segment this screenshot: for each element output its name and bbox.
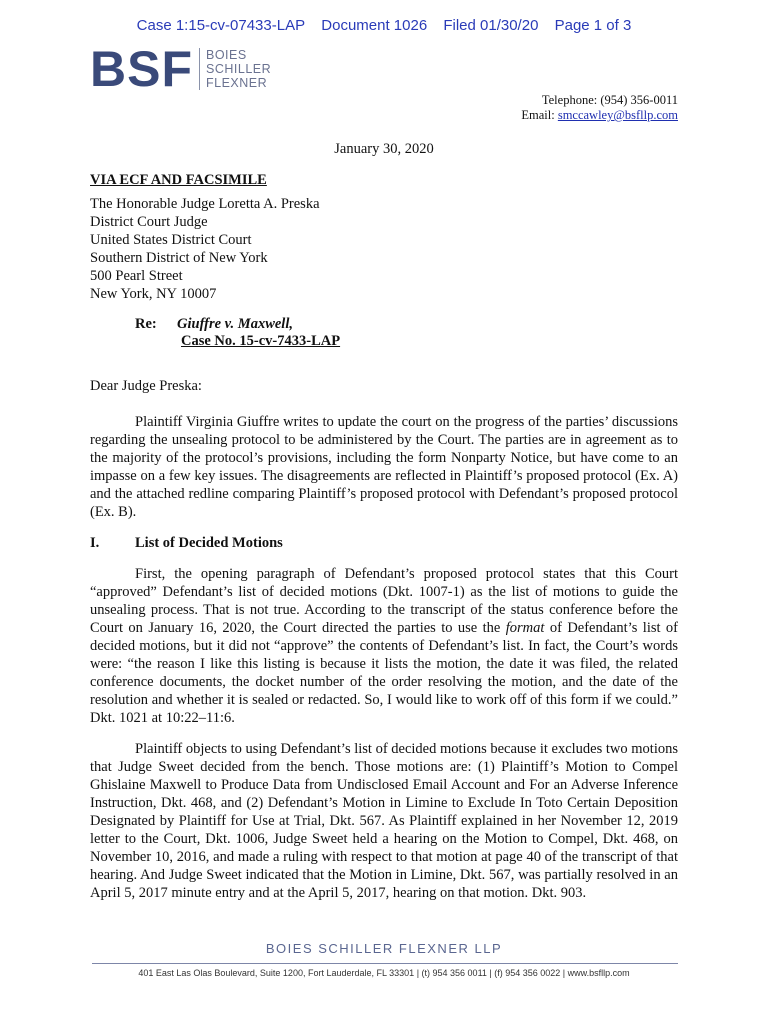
section-title: List of Decided Motions [135, 535, 283, 551]
emphasis-format: format [505, 620, 545, 636]
logo-word-3: FLEXNER [206, 76, 268, 90]
filed-date: Filed 01/30/20 [443, 17, 539, 34]
section-heading [90, 535, 283, 552]
contact-block [521, 93, 678, 123]
footer-address: 401 East Las Olas Boulevard, Suite 1200, Fort Lauderdale, FL 33301 | (t) 954 356 0011 | (f) 954 356 0022 | www.bsfllp.com [138, 968, 630, 978]
logo-word-2: SCHILLER [206, 62, 272, 76]
address-line: 500 Pearl Street [90, 268, 183, 284]
re-case [177, 316, 340, 350]
address-line: District Court Judge [90, 214, 208, 230]
paragraph-intro: Plaintiff Virginia Giuffre writes to update the court on the progress of the parties’ discussions regarding the unsealing protocol to be administered by the Court. The parties are in agreement as to the majority of the protocol’s provisions, including the form Nonparty Notice, but have come to an impasse on a few key issues. The disagreements are reflected in Plaintiff’s proposed protocol (Ex. A) and the attached redline comparing Plaintiff’s proposed protocol with Defendant’s proposed protocol (Ex. B). [90, 414, 678, 520]
logo-divider [199, 48, 200, 90]
re-label: Re: [135, 316, 157, 332]
section-number: I. [90, 535, 100, 551]
firm-logo [90, 41, 272, 97]
email-label: Email: [521, 108, 558, 122]
page-number: Page 1 of 3 [554, 17, 632, 34]
case-header [0, 17, 768, 34]
address-line: United States District Court [90, 232, 252, 248]
footer-firm-name: BOIES SCHILLER FLEXNER LLP [265, 941, 503, 956]
footer-divider [92, 963, 678, 964]
salutation: Dear Judge Preska: [90, 378, 202, 394]
delivery-method: VIA ECF AND FACSIMILE [90, 172, 267, 188]
letter-date: January 30, 2020 [334, 141, 434, 157]
logo-words [206, 48, 271, 90]
recipient-address [90, 195, 320, 303]
paragraph-first-a: First, the opening paragraph of Defendant’s proposed protocol states that this Court “approved” Defendant’s list of decided motions (Dkt. 1007-1) as the list of motions to guide the unsealing process. That is not true. According to the transcript of the status conference before the Court on January 16, 2020, the Court directed the parties to use the [90, 566, 678, 636]
case-number: Case 1:15-cv-07433-LAP [136, 17, 306, 34]
address-line: The Honorable Judge Loretta A. Preska [90, 196, 320, 212]
address-line: Southern District of New York [90, 250, 268, 266]
email-line [521, 108, 678, 123]
address-line: New York, NY 10007 [90, 286, 217, 302]
logo-mark: BSF [90, 41, 193, 97]
case-number-ref: Case No. 15-cv-7433-LAP [181, 333, 341, 349]
paragraph-first-b: of Defendant’s list of decided motions, but it did not “approve” the contents of Defendant’s list. In fact, the Court’s words were: “the reason I like this listing is because it lists the motion, the date it was filed, the related conference documents, the docket number of the order resolving the motion, and the date of the resolution and whether it is sealed or redacted. So, I would like to work off of this form if we could.” Dkt. 1021 at 10:22–11:6. [90, 620, 678, 726]
paragraph-objection: Plaintiff objects to using Defendant’s list of decided motions because it excludes two motions that Judge Sweet decided from the bench. Those motions are: (1) Plaintiff’s Motion to Compel Ghislaine Maxwell to Produce Data from Undisclosed Email Account and For an Adverse Inference Instruction, Dkt. 468, and (2) Defendant’s Motion in Limine to Exclude In Toto Certain Deposition Designated by Plaintiff for Use at Trial, Dkt. 567. As Plaintiff explained in her November 12, 2019 letter to the Court, Dkt. 1006, Judge Sweet held a hearing on the Motion to Compel, Dkt. 468, on November 10, 2016, and made a ruling with respect to that motion at page 40 of the transcript of that hearing. And Judge Sweet indicated that the Motion in Limine, Dkt. 567, was partially resolved in an April 5, 2017 minute entry and at the April 5, 2017, hearing on that motion. Dkt. 903. [90, 741, 678, 901]
document-number: Document 1026 [321, 17, 428, 34]
logo-word-1: BOIES [206, 48, 247, 62]
case-title: Giuffre v. Maxwell, [177, 316, 293, 332]
telephone: Telephone: (954) 356-0011 [541, 93, 678, 107]
email-link[interactable]: smccawley@bsfllp.com [557, 108, 678, 122]
paragraph-first [90, 565, 678, 727]
